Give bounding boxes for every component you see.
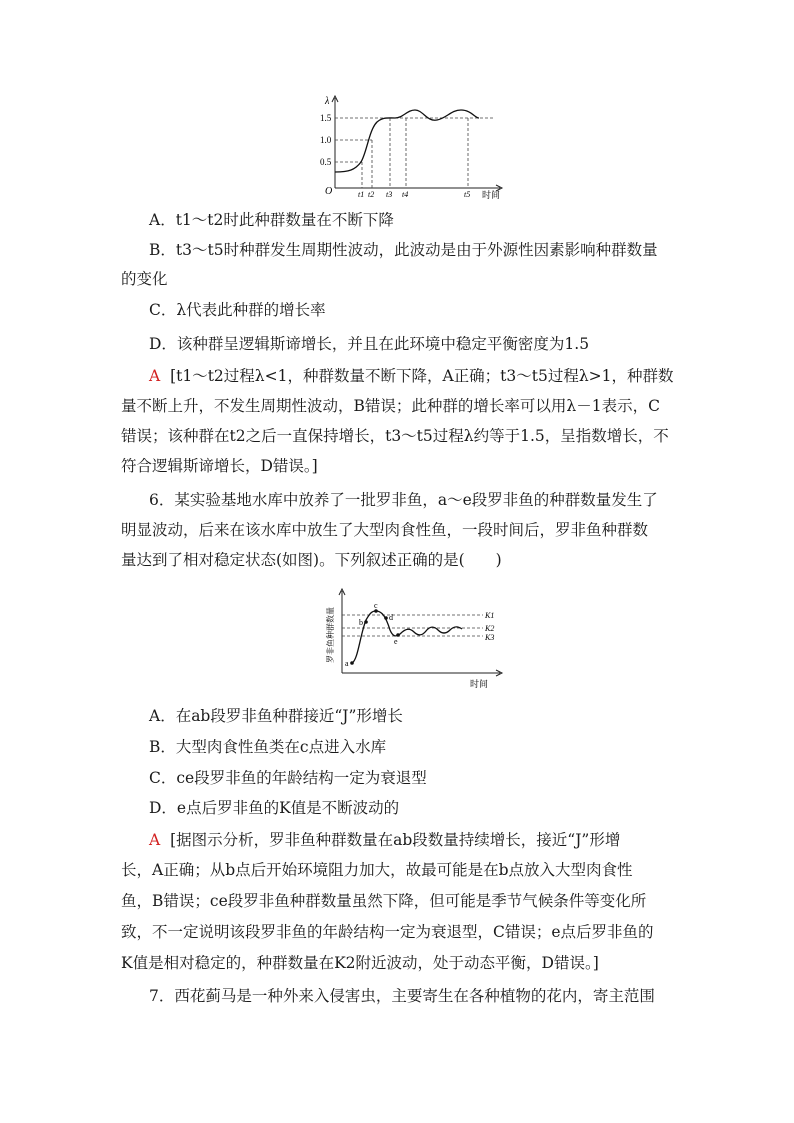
q6-explanation-line-1: [149, 830, 677, 850]
q5-explanation-line-2: 量不断上升，不发生周期性波动，B错误；此种群的增长率可以用λ－1表示，C: [121, 397, 660, 415]
q5-explanation-text-1: [t1～t2过程λ<1，种群数量不断下降，A正确；t3～t5过程λ>1，种群数: [170, 367, 674, 385]
q6-explanation-text-1: [据图示分析，罗非鱼种群数量在ab段数量持续增长，接近“J”形增: [170, 831, 621, 849]
k1-label: K1: [485, 611, 495, 620]
x-tick-t5: t5: [464, 190, 471, 199]
x-axis-label: 时间: [482, 190, 501, 200]
y-tick-1.5: 1.5: [320, 113, 332, 123]
q6-stem-line-3: 量达到了相对稳定状态(如图)。下列叙述正确的是( ): [121, 551, 502, 569]
q6-option-b: B．大型肉食性鱼类在c点进入水库: [149, 738, 387, 756]
q6-option-c: C．ce段罗非鱼的年龄结构一定为衰退型: [149, 769, 427, 787]
q6-stem-line-1: 6．某实验基地水库中放养了一批罗非鱼，a～e段罗非鱼的种群数量发生了: [149, 491, 658, 509]
x-tick-t1: t1: [358, 190, 365, 199]
q5-option-c: C．λ代表此种群的增长率: [149, 301, 326, 319]
q6-option-a: A．在ab段罗非鱼种群接近“J”形增长: [149, 707, 403, 725]
q5-option-b-cont: 的变化: [121, 270, 168, 288]
origin-label: O: [325, 186, 333, 197]
point-c: c: [374, 601, 378, 610]
point-e: e: [394, 637, 398, 646]
lambda-curve: [335, 110, 479, 172]
q5-option-b: B．t3～t5时种群发生周期性波动，此波动是由于外源性因素影响种群数量: [149, 241, 658, 259]
lambda-figure: [315, 90, 515, 200]
y-tick-1.0: 1.0: [320, 135, 332, 145]
q7-stem-line-1: 7．西花蓟马是一种外来入侵害虫，主要寄生在各种植物的花内，寄主范围: [149, 987, 655, 1005]
y-tick-0.5: 0.5: [320, 157, 332, 167]
y-axis-label: 罗非鱼种群数量: [326, 607, 335, 663]
q6-explanation-line-4: 致，不一定说明该段罗非鱼的年龄结构一定为衰退型，C错误；e点后罗非鱼的: [121, 923, 654, 941]
x-tick-t3: t3: [386, 190, 393, 199]
q5-explanation-line-1: [149, 366, 677, 386]
q5-option-d: D．该种群呈逻辑斯谛增长，并且在此环境中稳定平衡密度为1.5: [149, 335, 590, 353]
point-b: b: [359, 618, 363, 627]
point-d: d: [389, 613, 393, 622]
tilapia-curve: [352, 611, 462, 663]
x-axis-label: 时间: [470, 679, 489, 689]
q6-explanation-line-3: 鱼，B错误；ce段罗非鱼种群数量虽然下降，但可能是季节气候条件等变化所: [121, 892, 647, 910]
q6-explanation-line-5: K值是相对稳定的，种群数量在K2附近波动，处于动态平衡，D错误。]: [121, 954, 599, 972]
q5-explanation-line-3: 错误；该种群在t2之后一直保持增长，t3～t5过程λ约等于1.5，呈指数增长，不: [121, 427, 669, 445]
q5-answer: A: [149, 367, 161, 385]
k2-label: K2: [485, 624, 495, 633]
x-tick-t2: t2: [368, 190, 375, 199]
q6-option-d: D．e点后罗非鱼的K值是不断波动的: [149, 799, 400, 817]
k3-label: K3: [485, 633, 495, 642]
q6-explanation-line-2: 长，A正确；从b点后开始环境阻力加大，故最可能是在b点放入大型肉食性: [121, 861, 633, 879]
q6-answer: A: [149, 831, 161, 849]
tilapia-figure: [318, 585, 518, 695]
q6-stem-line-2: 明显波动，后来在该水库中放生了大型肉食性鱼，一段时间后，罗非鱼种群数: [121, 521, 649, 539]
q5-explanation-line-4: 符合逻辑斯谛增长，D错误。]: [121, 457, 318, 475]
y-axis-label: λ: [325, 96, 330, 107]
point-a: a: [345, 659, 349, 668]
x-tick-t4: t4: [402, 190, 409, 199]
q5-option-a: A．t1～t2时此种群数量在不断下降: [149, 211, 394, 229]
